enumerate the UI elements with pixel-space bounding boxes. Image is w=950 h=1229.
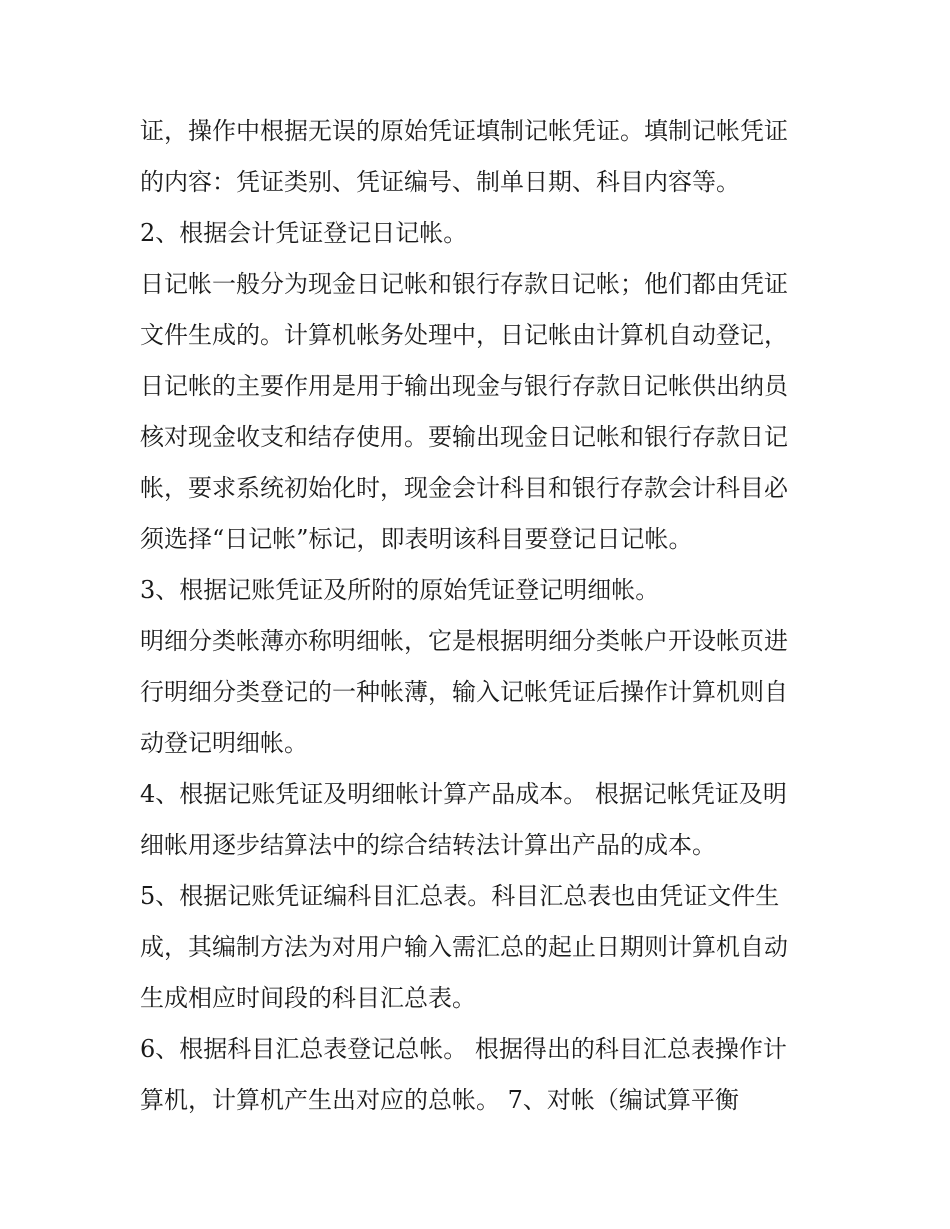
text-line: 行明细分类登记的一种帐薄，输入记帐凭证后操作计算机则自 [140,678,788,706]
text-line: 文件生成的。计算机帐务处理中，日记帐由计算机自动登记， [140,321,788,349]
text-line: 动登记明细帐。 [140,729,308,757]
text-line: 明细分类帐薄亦称明细帐，它是根据明细分类帐户开设帐页进 [140,627,788,655]
text-line: 日记帐的主要作用是用于输出现金与银行存款日记帐供出纳员 [140,372,788,400]
text-line: 成，其编制方法为对用户输入需汇总的起止日期则计算机自动 [140,933,788,961]
text-line: 须选择“日记帐”标记，即表明该科目要登记日记帐。 [140,525,693,553]
text-line: 5、根据记账凭证编科目汇总表。科目汇总表也由凭证文件生 [140,882,780,910]
text-line: 日记帐一般分为现金日记帐和银行存款日记帐；他们都由凭证 [140,270,788,298]
text-line: 4、根据记账凭证及明细帐计算产品成本。 根据记帐凭证及明 [140,780,787,808]
body-text [140,106,820,1126]
text-line: 3、根据记账凭证及所附的原始凭证登记明细帐。 [140,576,660,604]
text-line: 核对现金收支和结存使用。要输出现金日记帐和银行存款日记 [140,423,788,451]
text-line: 细帐用逐步结算法中的综合结转法计算出产品的成本。 [140,831,716,859]
text-line: 2、根据会计凭证登记日记帐。 [140,219,468,247]
text-line: 算机，计算机产生出对应的总帐。 7、对帐（编试算平衡 [140,1086,739,1114]
text-line: 6、根据科目汇总表登记总帐。 根据得出的科目汇总表操作计 [140,1035,787,1063]
text-line: 证，操作中根据无误的原始凭证填制记帐凭证。填制记帐凭证 [140,117,788,145]
text-line: 生成相应时间段的科目汇总表。 [140,984,476,1012]
text-line: 帐，要求系统初始化时，现金会计科目和银行存款会计科目必 [140,474,788,502]
text-line: 的内容：凭证类别、凭证编号、制单日期、科目内容等。 [140,168,740,196]
